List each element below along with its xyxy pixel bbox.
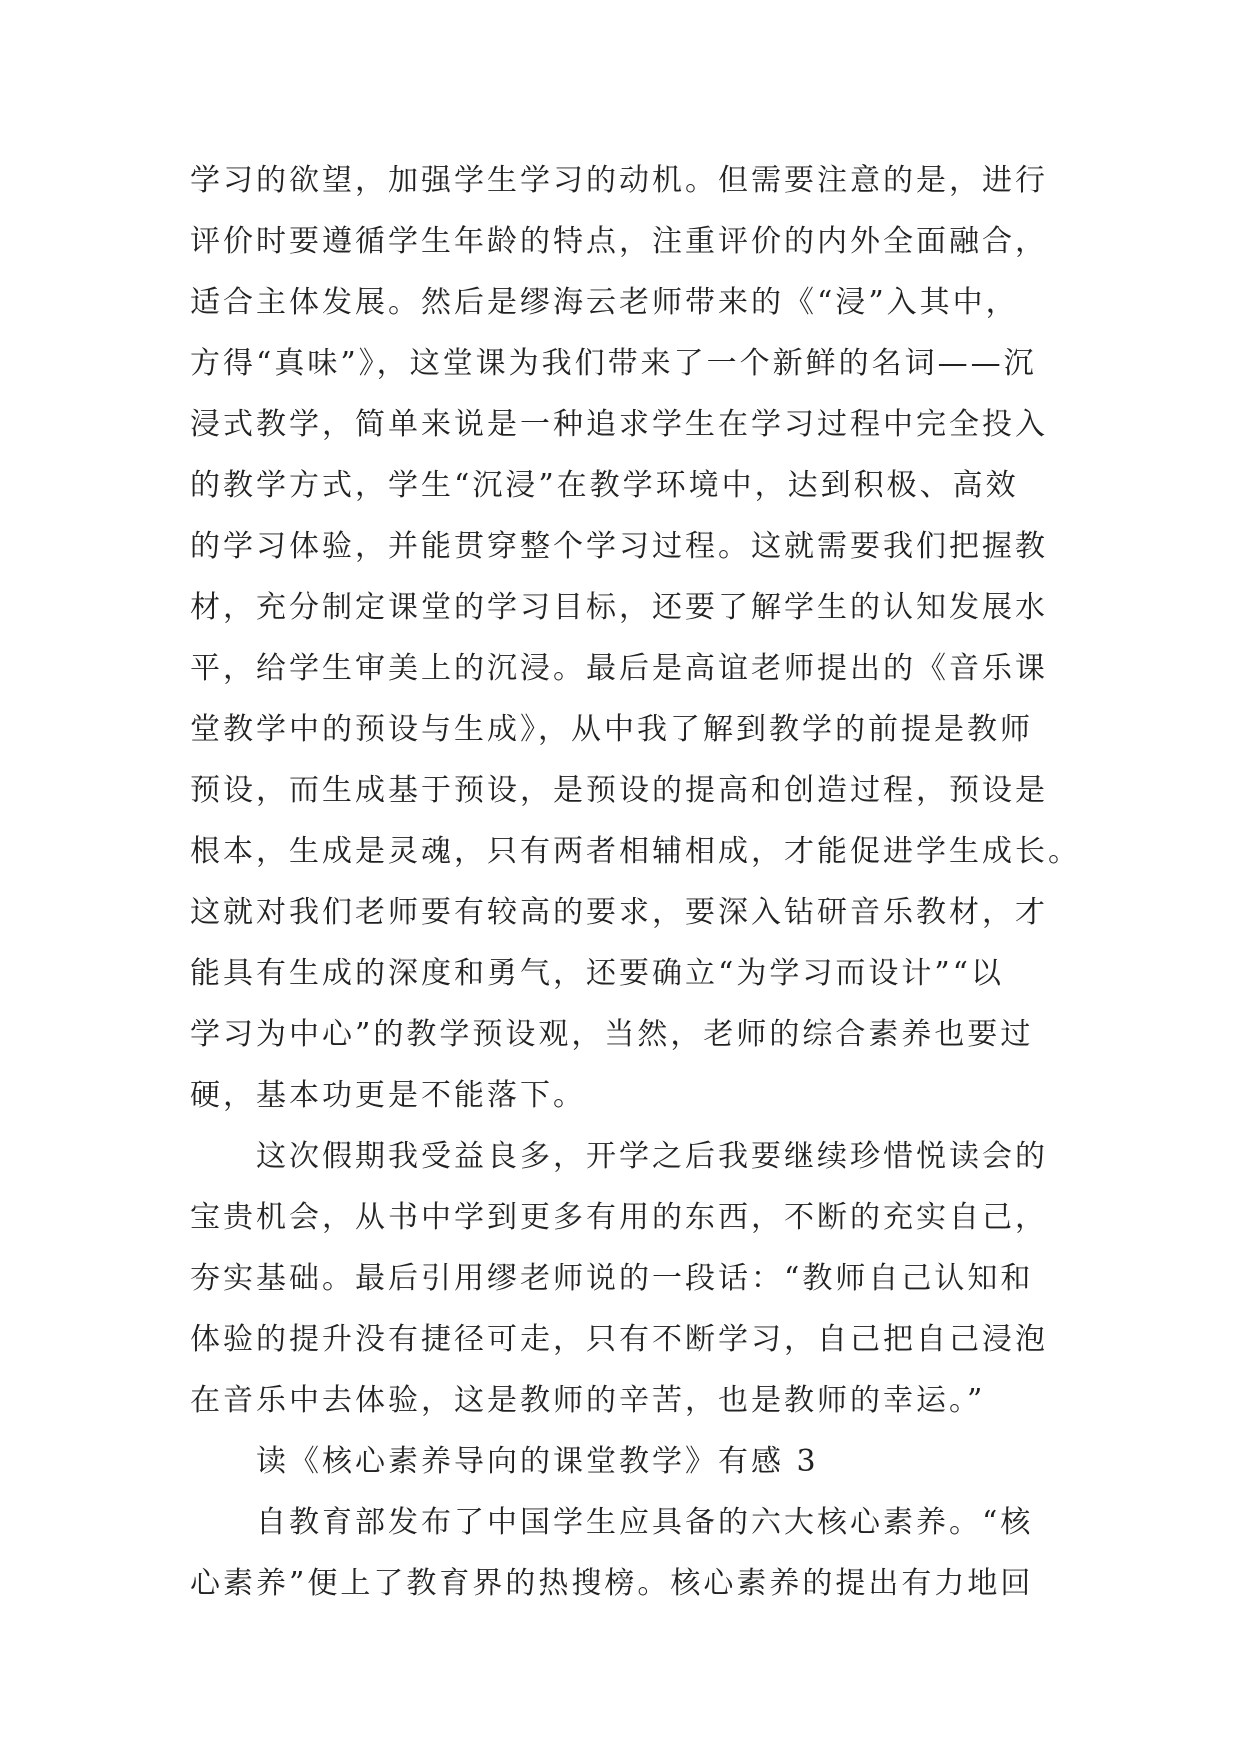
text-line: 硬，基本功更是不能落下。 [190, 1078, 586, 1113]
text-line: 心素养”便上了教育界的热搜榜。核心素养的提出有力地回 [190, 1566, 1034, 1601]
text-line: 适合主体发展。然后是缪海云老师带来的《“浸”入其中， [190, 285, 1019, 320]
text-line: 体验的提升没有捷径可走，只有不断学习，自己把自己浸泡 [190, 1322, 1048, 1357]
text-line: 学习的欲望，加强学生学习的动机。但需要注意的是，进行 [190, 163, 1048, 198]
text-line: 评价时要遵循学生年龄的特点，注重评价的内外全面融合， [190, 224, 1048, 259]
text-line: 的教学方式，学生“沉浸”在教学环境中，达到积极、高效 [190, 468, 1019, 503]
text-line: 夯实基础。最后引用缪老师说的一段话：“教师自己认知和 [190, 1261, 1034, 1296]
text-line: 学习为中心”的教学预设观，当然，老师的综合素养也要过 [190, 1017, 1034, 1052]
text-line: 平，给学生审美上的沉浸。最后是高谊老师提出的《音乐课 [190, 651, 1048, 686]
text-line: 预设，而生成基于预设，是预设的提高和创造过程，预设是 [190, 773, 1048, 808]
text-line: 这就对我们老师要有较高的要求，要深入钻研音乐教材，才 [190, 895, 1048, 930]
section-heading: 读《核心素养导向的课堂教学》有感 3 [256, 1444, 819, 1479]
text-line: 方得“真味”》，这堂课为我们带来了一个新鲜的名词——沉 [190, 346, 1037, 381]
text-line: 自教育部发布了中国学生应具备的六大核心素养。“核 [256, 1505, 1034, 1540]
text-line: 材，充分制定课堂的学习目标，还要了解学生的认知发展水 [190, 590, 1048, 625]
text-line: 的学习体验，并能贯穿整个学习过程。这就需要我们把握教 [190, 529, 1048, 564]
body-text [190, 150, 1081, 1614]
text-line: 在音乐中去体验，这是教师的辛苦，也是教师的幸运。” [190, 1383, 986, 1418]
text-line: 浸式教学，简单来说是一种追求学生在学习过程中完全投入 [190, 407, 1048, 442]
text-line: 宝贵机会，从书中学到更多有用的东西，不断的充实自己， [190, 1200, 1048, 1235]
text-line: 堂教学中的预设与生成》，从中我了解到教学的前提是教师 [190, 712, 1033, 747]
text-line: 这次假期我受益良多，开学之后我要继续珍惜悦读会的 [256, 1139, 1048, 1174]
text-line: 能具有生成的深度和勇气，还要确立“为学习而设计”“以 [190, 956, 1005, 991]
text-line: 根本，生成是灵魂，只有两者相辅相成，才能促进学生成长。 [190, 834, 1081, 869]
